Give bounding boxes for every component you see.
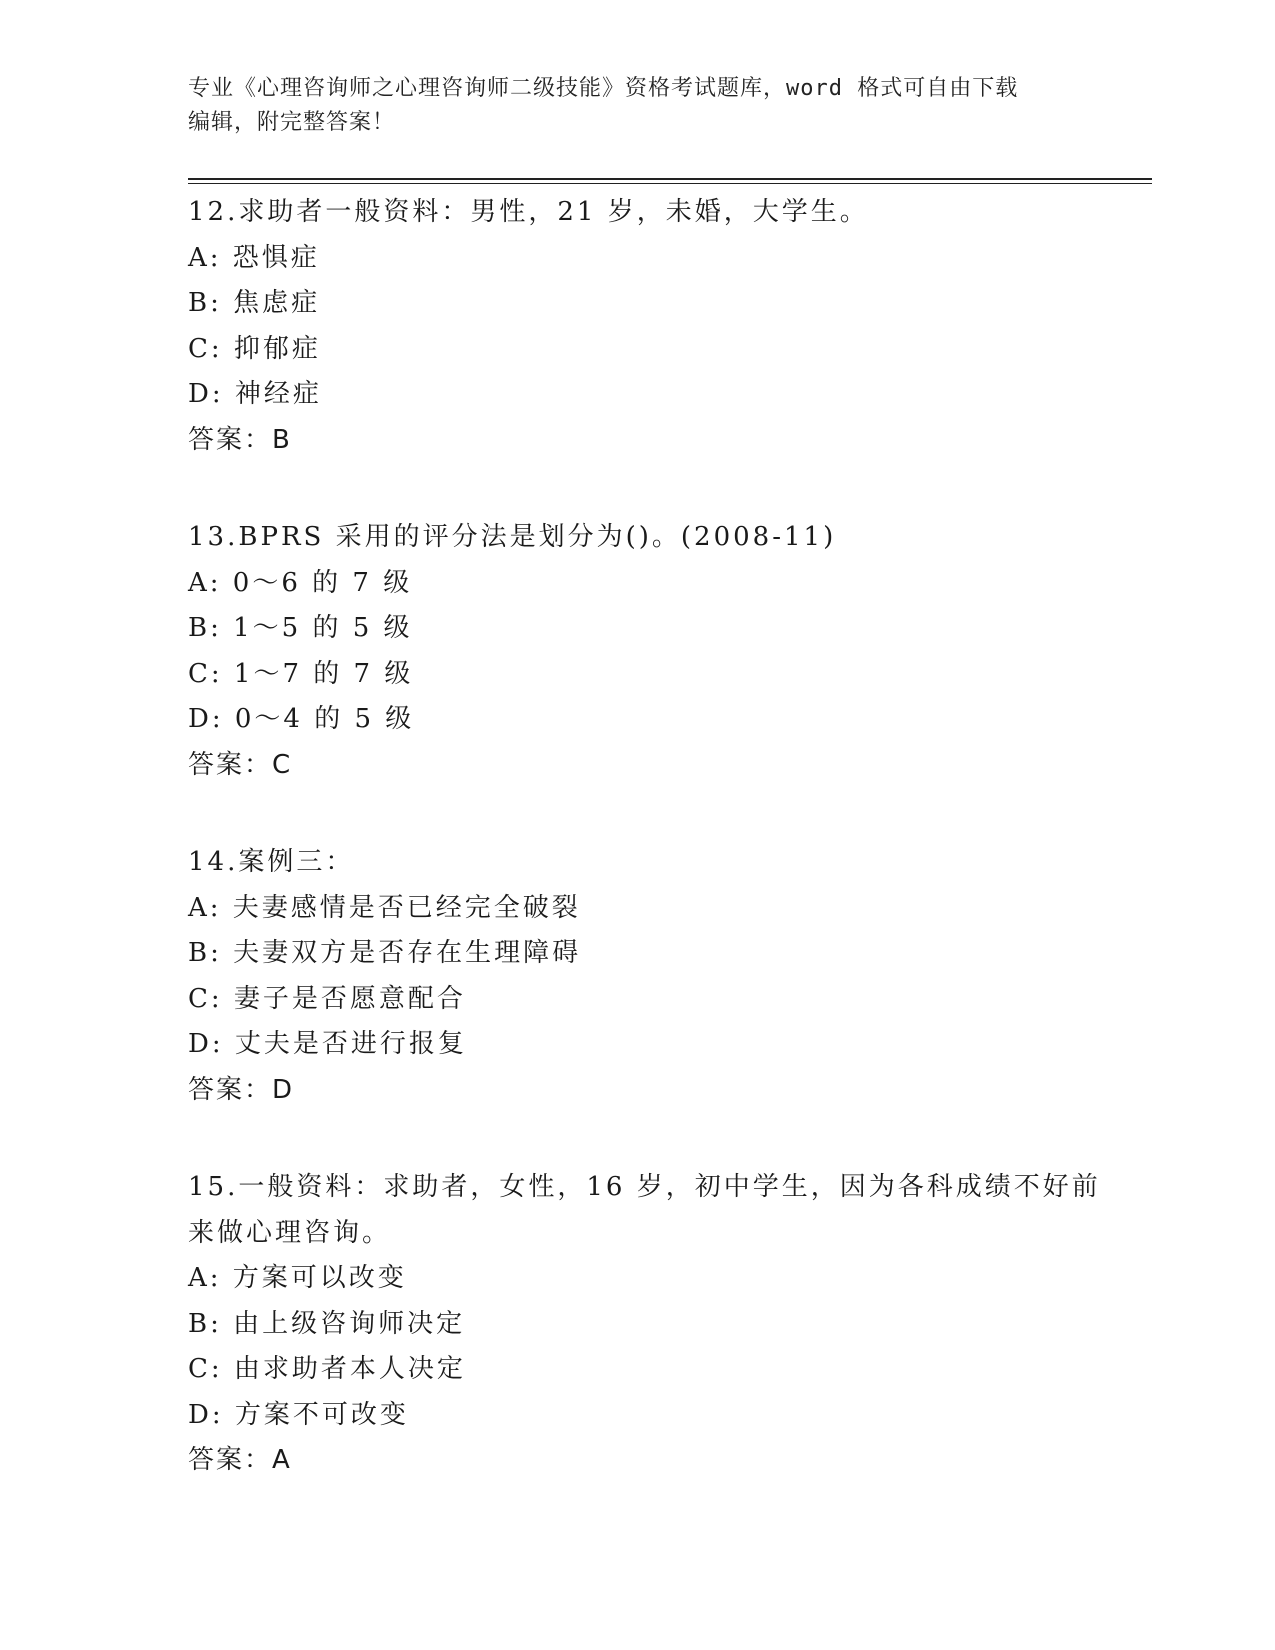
answer-value: A bbox=[272, 1445, 291, 1475]
document-header bbox=[188, 72, 1088, 140]
answer-label: 答案： bbox=[188, 1445, 273, 1475]
option-c: C: 由求助者本人决定 bbox=[188, 1354, 466, 1384]
question-stem: 12.求助者一般资料：男性，21 岁，未婚，大学生。 bbox=[188, 197, 869, 227]
question-stem-line-1: 15.一般资料：求助者，女性，16 岁，初中学生，因为各科成绩不好前 bbox=[188, 1172, 1101, 1202]
option-c: C: 1～7 的 7 级 bbox=[188, 658, 414, 689]
option-b: B: 1～5 的 5 级 bbox=[188, 613, 413, 643]
answer-label: 答案： bbox=[188, 424, 273, 455]
option-d: D: 方案不可改变 bbox=[188, 1399, 409, 1430]
option-a: A: 夫妻感情是否已经完全破裂 bbox=[188, 892, 581, 923]
answer-value: B bbox=[272, 424, 291, 455]
question-13 bbox=[188, 515, 1118, 788]
header-divider-thin bbox=[188, 183, 1152, 184]
answer-value: D bbox=[272, 1074, 294, 1105]
answer-line bbox=[188, 743, 1118, 789]
answer-label: 答案： bbox=[188, 1074, 273, 1105]
answer-value: C bbox=[272, 749, 292, 780]
option-c: C: 抑郁症 bbox=[188, 333, 321, 364]
answer-line bbox=[188, 1438, 1118, 1484]
option-b: B: 焦虑症 bbox=[188, 288, 321, 318]
option-b: B: 由上级咨询师决定 bbox=[188, 1308, 466, 1339]
header-line-2: 编辑，附完整答案！ bbox=[188, 110, 396, 135]
header-line-1: 专业《心理咨询师之心理咨询师二级技能》资格考试题库，word 格式可自由下载 bbox=[188, 76, 1019, 101]
question-14 bbox=[188, 840, 1118, 1113]
answer-line bbox=[188, 418, 1118, 464]
option-d: D: 神经症 bbox=[188, 379, 322, 409]
question-stem: 14.案例三： bbox=[188, 847, 355, 877]
question-stem: 13.BPRS 采用的评分法是划分为()。(2008-11) bbox=[188, 522, 837, 552]
answer-line bbox=[188, 1068, 1118, 1114]
option-a: A: 恐惧症 bbox=[188, 242, 320, 273]
option-b: B: 夫妻双方是否存在生理障碍 bbox=[188, 938, 582, 968]
header-divider-thick bbox=[188, 178, 1152, 180]
answer-label: 答案： bbox=[188, 749, 273, 780]
question-15 bbox=[188, 1165, 1118, 1484]
question-list bbox=[188, 190, 1118, 1536]
question-stem-line-2: 来做心理咨询。 bbox=[188, 1217, 392, 1248]
option-a: A: 0～6 的 7 级 bbox=[188, 567, 413, 598]
question-12 bbox=[188, 190, 1118, 463]
option-c: C: 妻子是否愿意配合 bbox=[188, 983, 466, 1014]
option-d: D: 丈夫是否进行报复 bbox=[188, 1029, 467, 1059]
option-d: D: 0～4 的 5 级 bbox=[188, 704, 415, 734]
option-a: A: 方案可以改变 bbox=[188, 1263, 407, 1293]
